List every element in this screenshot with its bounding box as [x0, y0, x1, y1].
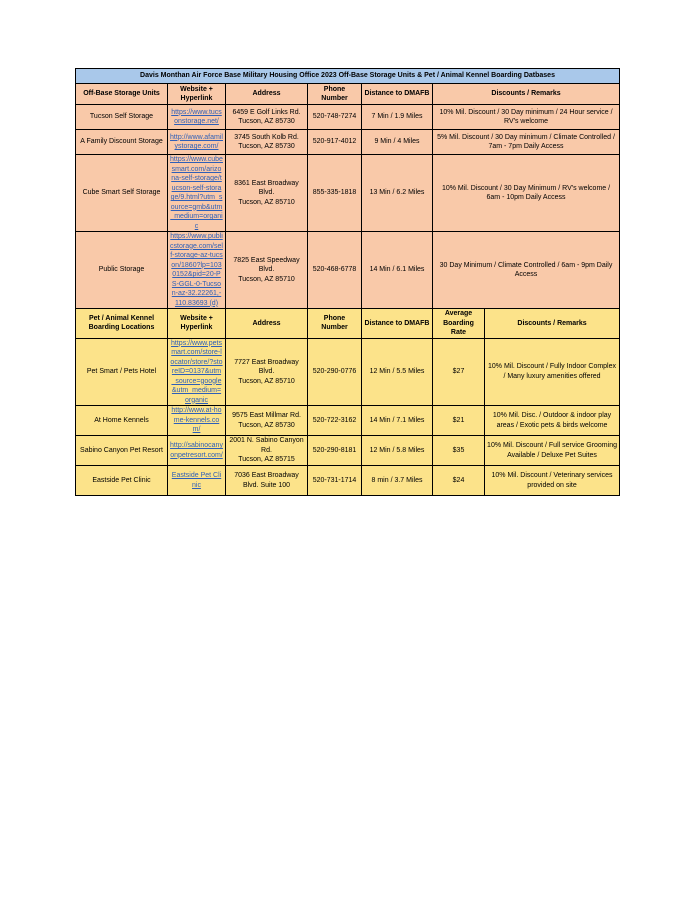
- storage-address: [226, 232, 308, 309]
- storage-address: [226, 155, 308, 232]
- storage-name: A Family Discount Storage: [76, 130, 168, 155]
- kennel-header-name: Pet / Animal Kennel Boarding Locations: [76, 309, 168, 339]
- kennel-name: Sabino Canyon Pet Resort: [76, 436, 168, 466]
- storage-name: Tucson Self Storage: [76, 105, 168, 130]
- kennel-phone: 520-290-0776: [308, 338, 362, 406]
- kennel-address: [226, 338, 308, 406]
- storage-phone: 520-748-7274: [308, 105, 362, 130]
- storage-distance: 13 Min / 6.2 Miles: [362, 155, 433, 232]
- kennel-header-phone: Phone Number: [308, 309, 362, 339]
- storage-remarks: 5% Mil. Discount / 30 Day minimum / Climate Controlled / 7am - 7pm Daily Access: [433, 130, 620, 155]
- kennel-name: Pet Smart / Pets Hotel: [76, 338, 168, 406]
- storage-name: Cube Smart Self Storage: [76, 155, 168, 232]
- housing-database-table: [75, 68, 620, 496]
- storage-distance: 7 Min / 1.9 Miles: [362, 105, 433, 130]
- kennel-website-link[interactable]: Eastside Pet Clinic: [168, 466, 226, 496]
- kennel-website-link[interactable]: http://www.at-home-kennels.com/: [168, 406, 226, 436]
- storage-header-phone: Phone Number: [308, 84, 362, 105]
- address-line1: 3745 South Kolb Rd.: [234, 133, 299, 141]
- kennel-distance: 12 Min / 5.5 Miles: [362, 338, 433, 406]
- kennel-header-website: Website + Hyperlink: [168, 309, 226, 339]
- kennel-address: [226, 436, 308, 466]
- storage-row: [76, 130, 620, 155]
- storage-remarks: 30 Day Minimum / Climate Controlled / 6am - 9pm Daily Access: [433, 232, 620, 309]
- kennel-address: [226, 466, 308, 496]
- kennel-phone: 520-722-3162: [308, 406, 362, 436]
- address-line2: Tucson, AZ 85730: [238, 143, 295, 150]
- address-line1: 7727 East Broadway Blvd.: [234, 358, 299, 375]
- storage-address: [226, 105, 308, 130]
- kennel-header-rate: Average Boarding Rate: [433, 309, 485, 339]
- storage-row: [76, 155, 620, 232]
- address-line1: 6459 E Golf Links Rd.: [232, 108, 301, 116]
- storage-distance: 14 Min / 6.1 Miles: [362, 232, 433, 309]
- kennel-website-link[interactable]: http://sabinocanyonpetresort.com/: [168, 436, 226, 466]
- storage-header-row: [76, 84, 620, 105]
- address-line2: Tucson, AZ 85710: [238, 275, 295, 283]
- kennel-rate: $27: [433, 338, 485, 406]
- storage-phone: 855-335-1818: [308, 155, 362, 232]
- kennel-header-address: Address: [226, 309, 308, 339]
- address-line2: Blvd. Suite 100: [242, 481, 291, 489]
- storage-row: [76, 232, 620, 309]
- address-line1: 7036 East Broadway: [234, 472, 299, 479]
- storage-header-distance: Distance to DMAFB: [362, 84, 433, 105]
- storage-header-website: Website + Hyperlink: [168, 84, 226, 105]
- storage-name: Public Storage: [76, 232, 168, 309]
- storage-website-link[interactable]: https://www.publicstorage.com/self-storage-az-tucson/1860?lp=1030152&pid=20-PS-GGL-0-Tucson-az-32.22261,-110.83693 (d): [168, 232, 226, 309]
- kennel-row: [76, 338, 620, 406]
- storage-distance: 9 Min / 4 Miles: [362, 130, 433, 155]
- storage-phone: 520-917-4012: [308, 130, 362, 155]
- kennel-name: Eastside Pet Clinic: [76, 466, 168, 496]
- kennel-distance: 8 min / 3.7 Miles: [362, 466, 433, 496]
- kennel-remarks: 10% Mil. Discount / Veterinary services provided on site: [485, 466, 620, 496]
- kennel-rate: $35: [433, 436, 485, 466]
- kennel-rate: $21: [433, 406, 485, 436]
- kennel-remarks: 10% Mil. Discount / Full service Grooming Available / Deluxe Pet Suites: [485, 436, 620, 466]
- storage-website-link[interactable]: https://www.cubesmart.com/arizona-self-storage/tucson-self-storage/9.html?utm_source=gmb&utm_medium=organic: [168, 155, 226, 232]
- storage-phone: 520-468-6778: [308, 232, 362, 309]
- kennel-row: [76, 466, 620, 496]
- storage-website-link[interactable]: https://www.tucsonstorage.net/: [168, 105, 226, 130]
- kennel-header-distance: Distance to DMAFB: [362, 309, 433, 339]
- storage-website-link[interactable]: http://www.afamilystorage.com/: [168, 130, 226, 155]
- storage-header-remarks: Discounts / Remarks: [433, 84, 620, 105]
- address-line2: Tucson, AZ 85710: [238, 377, 295, 385]
- storage-row: [76, 105, 620, 130]
- address-line1: 7825 East Speedway Blvd.: [233, 256, 300, 274]
- kennel-rate: $24: [433, 466, 485, 496]
- storage-header-name: Off-Base Storage Units: [76, 84, 168, 105]
- kennel-distance: 14 Min / 7.1 Miles: [362, 406, 433, 436]
- storage-address: [226, 130, 308, 155]
- address-line2: Tucson, AZ 85715: [238, 456, 295, 464]
- kennel-row: [76, 406, 620, 436]
- kennel-remarks: 10% Mil. Disc. / Outdoor & indoor play areas / Exotic pets & birds welcome: [485, 406, 620, 436]
- kennel-phone: 520-731-1714: [308, 466, 362, 496]
- storage-remarks: 10% Mil. Discount / 30 Day Minimum / RV's welcome / 6am - 10pm Daily Access: [433, 155, 620, 232]
- kennel-phone: 520-290-8181: [308, 436, 362, 466]
- sheet-title: Davis Monthan Air Force Base Military Housing Office 2023 Off-Base Storage Units & Pet / Animal Kennel Boarding Datbases: [76, 69, 620, 84]
- address-line2: Tucson, AZ 85730: [238, 421, 295, 429]
- kennel-header-remarks: Discounts / Remarks: [485, 309, 620, 339]
- kennel-remarks: 10% Mil. Discount / Fully Indoor Complex / Many luxury amenities offered: [485, 338, 620, 406]
- kennel-name: At Home Kennels: [76, 406, 168, 436]
- address-line2: Tucson, AZ 85730: [238, 118, 295, 125]
- kennel-address: [226, 406, 308, 436]
- storage-remarks: 10% Mil. Discount / 30 Day minimum / 24 Hour service / RV's welcome: [433, 105, 620, 130]
- address-line1: 8361 East Broadway Blvd.: [234, 179, 299, 197]
- kennel-header-row: [76, 309, 620, 339]
- kennel-distance: 12 Min / 5.8 Miles: [362, 436, 433, 466]
- address-line1: 2001 N. Sabino Canyon Rd.: [229, 437, 304, 454]
- storage-header-address: Address: [226, 84, 308, 105]
- address-line2: Tucson, AZ 85710: [238, 198, 295, 206]
- kennel-row: [76, 436, 620, 466]
- address-line1: 9575 East Millmar Rd.: [232, 412, 301, 419]
- kennel-website-link[interactable]: https://www.petsmart.com/store-locator/store/?storeID=0137&utm_source=google&utm_medium=organic: [168, 338, 226, 406]
